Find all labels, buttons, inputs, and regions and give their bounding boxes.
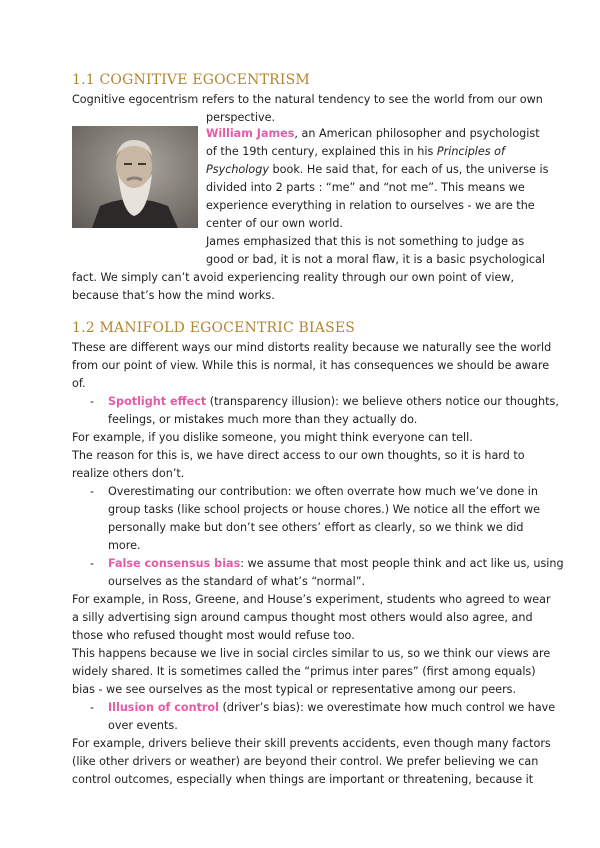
bullet-false-consensus-bias: False consensus bias: we assume that most people think and act like us, using: [108, 557, 564, 570]
william-james-portrait: [72, 126, 198, 228]
portrait-image: [72, 126, 198, 228]
paragraph-line: center of our own world.: [206, 217, 343, 230]
paragraph-line: bias - we see ourselves as the most typical or representative among our peers.: [72, 683, 517, 696]
paragraph-line: group tasks (like school projects or house chores.) We notice all the effort we: [108, 503, 541, 516]
paragraph-line: experience everything in relation to ourselves - we are the: [206, 199, 535, 212]
paragraph-line: of the 19th century, explained this in his Principles of: [206, 145, 505, 158]
bullet-dash: -: [90, 701, 95, 714]
paragraph-line: those who refused thought most would refuse too.: [72, 629, 355, 642]
false-consensus-term: False consensus bias: [108, 557, 241, 570]
paragraph-line: These are different ways our mind distorts reality because we naturally see the world: [72, 341, 552, 354]
paragraph-line: perspective.: [206, 111, 276, 124]
paragraph-line: personally make but don’t see others’ effort as clearly, so we think we did: [108, 521, 524, 534]
book-title: Psychology: [206, 163, 269, 176]
paragraph-line: Psychology book. He said that, for each of us, the universe is: [206, 163, 549, 176]
paragraph-line: of.: [72, 377, 86, 390]
bullet-dash: -: [90, 485, 95, 498]
paragraph-line: good or bad, it is not a moral flaw, it is a basic psychological: [206, 253, 545, 266]
paragraph-line: because that’s how the mind works.: [72, 289, 275, 302]
paragraph-line: divided into 2 parts : “me” and “not me”. This means we: [206, 181, 525, 194]
bullet-dash: -: [90, 557, 95, 570]
section-heading-manifold-egocentric-biases: 1.2 MANIFOLD EGOCENTRIC BIASES: [72, 320, 356, 336]
bullet-overestimating-contribution: Overestimating our contribution: we often overrate how much we’ve done in: [108, 485, 538, 498]
bullet-illusion-of-control: Illusion of control (driver’s bias): we overestimate how much control we have: [108, 701, 556, 714]
paragraph-line: The reason for this is, we have direct access to our own thoughts, so it is hard to: [72, 449, 525, 462]
paragraph-line: feelings, or mistakes much more than they actually do.: [108, 413, 418, 426]
paragraph-line: widely shared. It is sometimes called the “primus inter pares” (first among equals): [72, 665, 536, 678]
section-heading-cognitive-egocentrism: 1.1 COGNITIVE EGOCENTRISM: [72, 72, 310, 88]
paragraph-line: This happens because we live in social circles similar to us, so we think our views are: [72, 647, 551, 660]
bullet-dash: -: [90, 395, 95, 408]
bullet-spotlight-effect: Spotlight effect (transparency illusion): we believe others notice our thoughts,: [108, 395, 559, 408]
paragraph-line: For example, in Ross, Greene, and House’s experiment, students who agreed to wear: [72, 593, 551, 606]
paragraph-line: For example, if you dislike someone, you might think everyone can tell.: [72, 431, 473, 444]
illusion-of-control-term: Illusion of control: [108, 701, 219, 714]
paragraph-line: Cognitive egocentrism refers to the natural tendency to see the world from our own: [72, 93, 543, 106]
william-james-highlight: William James: [206, 127, 295, 140]
paragraph-line: For example, drivers believe their skill prevents accidents, even though many factors: [72, 737, 551, 750]
paragraph-line: James emphasized that this is not something to judge as: [206, 235, 525, 248]
paragraph-line: ourselves as the standard of what’s “normal”.: [108, 575, 366, 588]
paragraph-line: a silly advertising sign around campus thought most others would also agree, and: [72, 611, 533, 624]
book-title: Principles of: [436, 145, 505, 158]
paragraph-line: more.: [108, 539, 141, 552]
spotlight-effect-term: Spotlight effect: [108, 395, 207, 408]
paragraph-line: fact. We simply can’t avoid experiencing reality through our own point of view,: [72, 271, 515, 284]
paragraph-line: William James, an American philosopher and psychologist: [206, 127, 540, 140]
paragraph-line: control outcomes, especially when things are important or threatening, because it: [72, 773, 534, 786]
paragraph-line: from our point of view. While this is normal, it has consequences we should be aware: [72, 359, 550, 372]
paragraph-line: realize others don’t.: [72, 467, 185, 480]
paragraph-line: (like other drivers or weather) are beyond their control. We prefer believing we can: [72, 755, 539, 768]
paragraph-line: over events.: [108, 719, 178, 732]
